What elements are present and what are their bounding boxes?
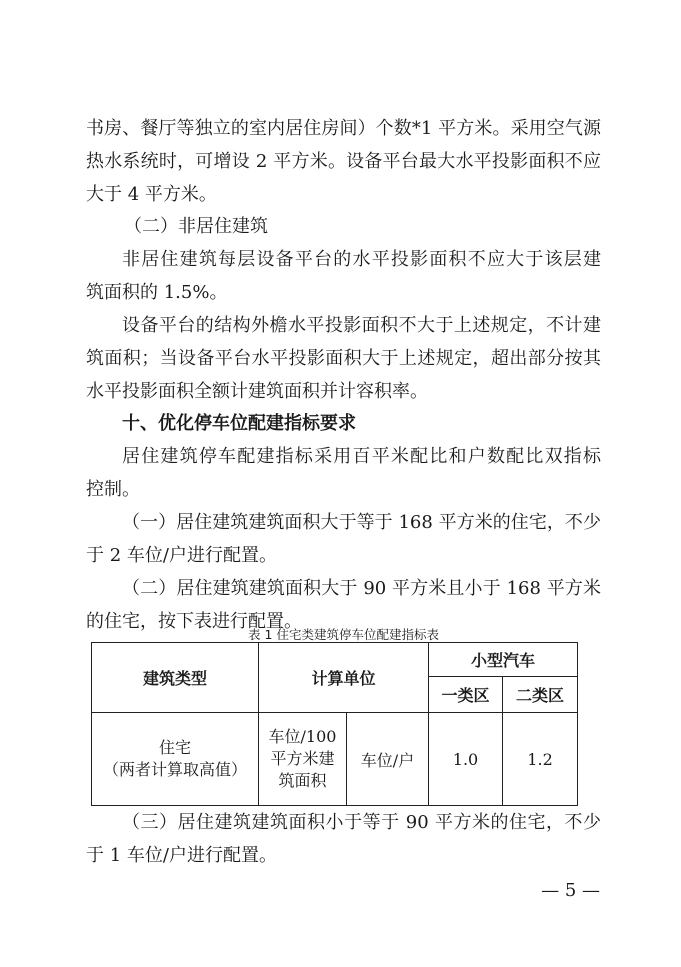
header-calc-unit: 计算单位 [259, 643, 429, 713]
header-building-type: 建筑类型 [92, 643, 259, 713]
paragraph-line: 居住建筑停车配建指标采用百平米配比和户数配比双指标 [122, 446, 601, 467]
header-small-car: 小型汽车 [429, 643, 578, 677]
header-zone-2: 二类区 [503, 677, 578, 713]
cell-text: 住宅 [158, 738, 191, 757]
paragraph-line: 大于 4 平方米。 [86, 184, 217, 205]
section-subheading: （二）非居住建筑 [124, 216, 268, 237]
paragraph-line: 控制。 [86, 479, 140, 500]
section-heading: 十、优化停车位配建指标要求 [122, 413, 356, 434]
paragraph-line: 筑面积；当设备平台水平投影面积大于上述规定，超出部分按其 [86, 348, 601, 369]
paragraph-line: 非居住建筑每层设备平台的水平投影面积不应大于该层建 [122, 249, 601, 270]
paragraph-line: 设备平台的结构外檐水平投影面积不大于上述规定，不计建 [122, 315, 601, 336]
cell-unit-household: 车位/户 [347, 713, 429, 806]
parking-standards-table [91, 642, 578, 806]
cell-building-type [92, 713, 259, 806]
cell-text: 车位/100 [268, 727, 337, 746]
paragraph-line: 水平投影面积全额计建筑面积并计容积率。 [86, 381, 428, 402]
paragraph-line: （二）居住建筑建筑面积大于 90 平方米且小于 168 平方米 [122, 578, 601, 599]
paragraph-line: （一）居住建筑建筑面积大于等于 168 平方米的住宅，不少 [122, 512, 601, 533]
cell-zone-2-value: 1.2 [503, 713, 578, 806]
table-caption: 表 1 住宅类建筑停车位配建指标表 [248, 627, 439, 642]
paragraph-line: 的住宅，按下表进行配置。 [86, 611, 302, 632]
paragraph-line: 筑面积的 1.5%。 [86, 282, 228, 303]
paragraph-line: 于 1 车位/户进行配置。 [86, 845, 277, 866]
cell-text: 筑面积 [278, 771, 327, 790]
cell-text: 平方米建 [270, 749, 335, 768]
cell-zone-1-value: 1.0 [429, 713, 503, 806]
header-zone-1: 一类区 [429, 677, 503, 713]
paragraph-line: 热水系统时，可增设 2 平方米。设备平台最大水平投影面积不应 [86, 151, 601, 172]
cell-unit-area [259, 713, 347, 806]
paragraph-line: 书房、餐厅等独立的室内居住房间）个数*1 平方米。采用空气源 [86, 118, 601, 139]
cell-text: （两者计算取高值） [102, 760, 247, 779]
paragraph-line: 于 2 车位/户进行配置。 [86, 545, 277, 566]
page-number: — 5 — [541, 880, 600, 901]
paragraph-line: （三）居住建筑建筑面积小于等于 90 平方米的住宅，不少 [122, 812, 601, 833]
